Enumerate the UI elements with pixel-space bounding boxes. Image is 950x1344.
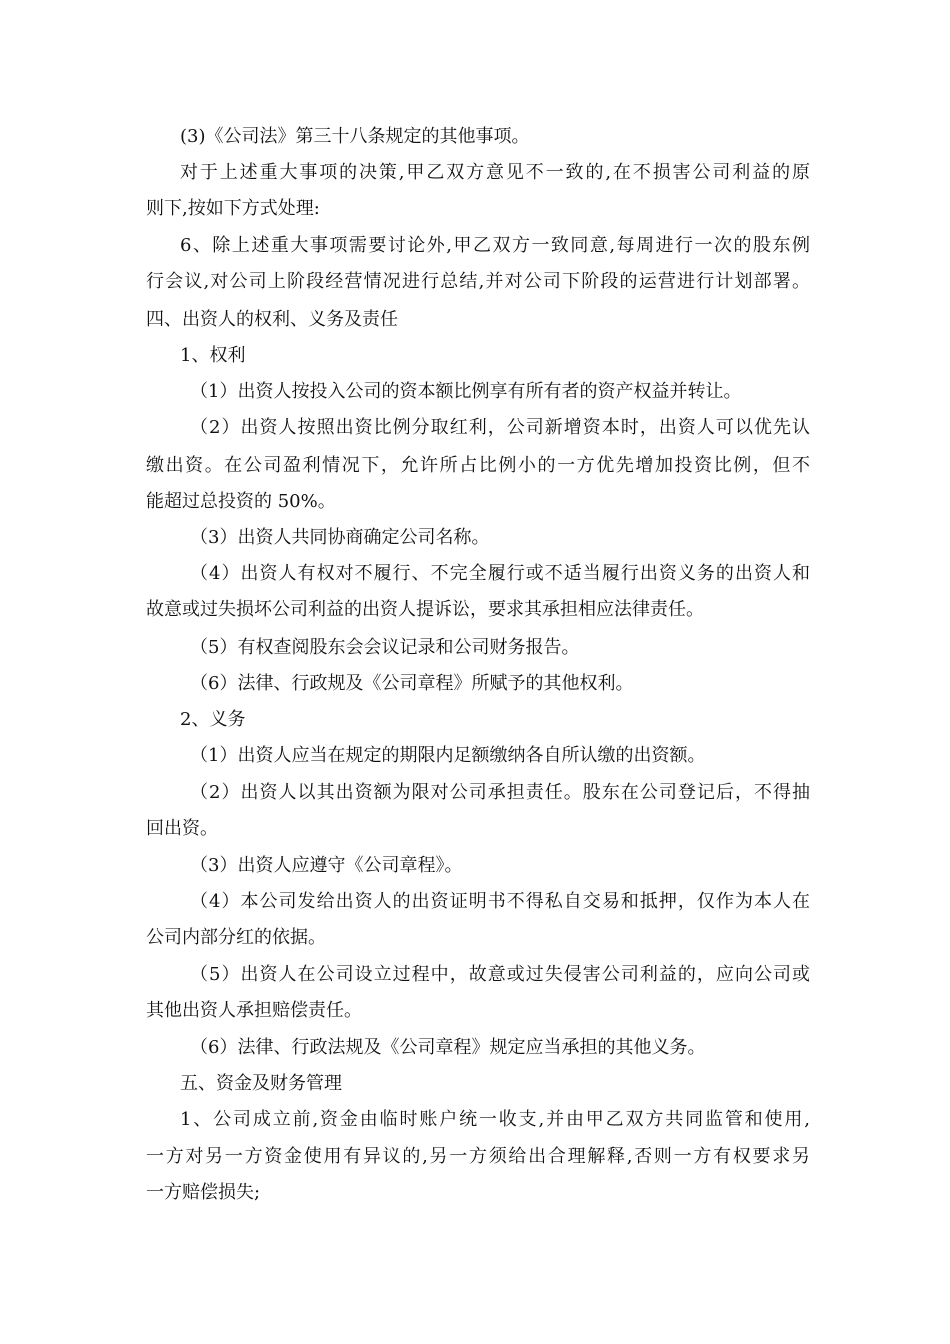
paragraph-line: 公司内部分红的依据。 (146, 927, 326, 948)
paragraph-line: （1）出资人按投入公司的资本额比例享有所有者的资产权益并转让。 (190, 381, 742, 402)
paragraph-line: 其他出资人承担赔偿责任。 (146, 1000, 362, 1021)
paragraph-line: （5）出资人在公司设立过程中，故意或过失侵害公司利益的，应向公司或 (190, 964, 810, 985)
paragraph-line: （2）出资人以其出资额为限对公司承担责任。股东在公司登记后，不得抽 (190, 782, 810, 803)
paragraph-line: 缴出资。在公司盈利情况下，允许所占比例小的一方优先增加投资比例，但不 (146, 455, 810, 476)
section-heading: 四、出资人的权利、义务及责任 (146, 309, 398, 330)
paragraph-line: 一方赔偿损失; (146, 1182, 261, 1203)
paragraph-line: （3）出资人共同协商确定公司名称。 (190, 527, 490, 548)
paragraph-line: 回出资。 (146, 818, 218, 839)
paragraph-line: (3)《公司法》第三十八条规定的其他事项。 (180, 126, 530, 147)
paragraph-line: 行会议,对公司上阶段经营情况进行总结,并对公司下阶段的运营进行计划部署。 (146, 271, 810, 292)
subsection-heading: 1、权利 (180, 345, 246, 366)
paragraph-line: 能超过总投资的 50%。 (146, 491, 336, 512)
paragraph-line: （1）出资人应当在规定的期限内足额缴纳各自所认缴的出资额。 (190, 745, 706, 766)
subsection-heading: 2、义务 (180, 709, 246, 730)
paragraph-line: （5）有权查阅股东会会议记录和公司财务报告。 (190, 637, 580, 658)
paragraph-line: 故意或过失损坏公司利益的出资人提诉讼，要求其承担相应法律责任。 (146, 599, 704, 620)
paragraph-line: 对于上述重大事项的决策,甲乙双方意见不一致的,在不损害公司利益的原 (180, 162, 810, 183)
paragraph-line: （2）出资人按照出资比例分取红利，公司新增资本时，出资人可以优先认 (190, 417, 810, 438)
paragraph-line: 则下,按如下方式处理: (146, 198, 320, 219)
paragraph-line: （6）法律、行政规及《公司章程》所赋予的其他权利。 (190, 673, 634, 694)
paragraph-line: 6、除上述重大事项需要讨论外,甲乙双方一致同意,每周进行一次的股东例 (180, 235, 810, 256)
section-heading: 五、资金及财务管理 (180, 1073, 342, 1094)
paragraph-line: （3）出资人应遵守《公司章程》。 (190, 855, 463, 876)
paragraph-line: （4）出资人有权对不履行、不完全履行或不适当履行出资义务的出资人和 (190, 563, 810, 584)
paragraph-line: 1、公司成立前,资金由临时账户统一收支,并由甲乙双方共同监管和使用, (180, 1109, 810, 1130)
paragraph-line: 一方对另一方资金使用有异议的,另一方须给出合理解释,否则一方有权要求另 (146, 1146, 810, 1167)
paragraph-line: （4）本公司发给出资人的出资证明书不得私自交易和抵押，仅作为本人在 (190, 891, 810, 912)
paragraph-line: （6）法律、行政法规及《公司章程》规定应当承担的其他义务。 (190, 1037, 706, 1058)
